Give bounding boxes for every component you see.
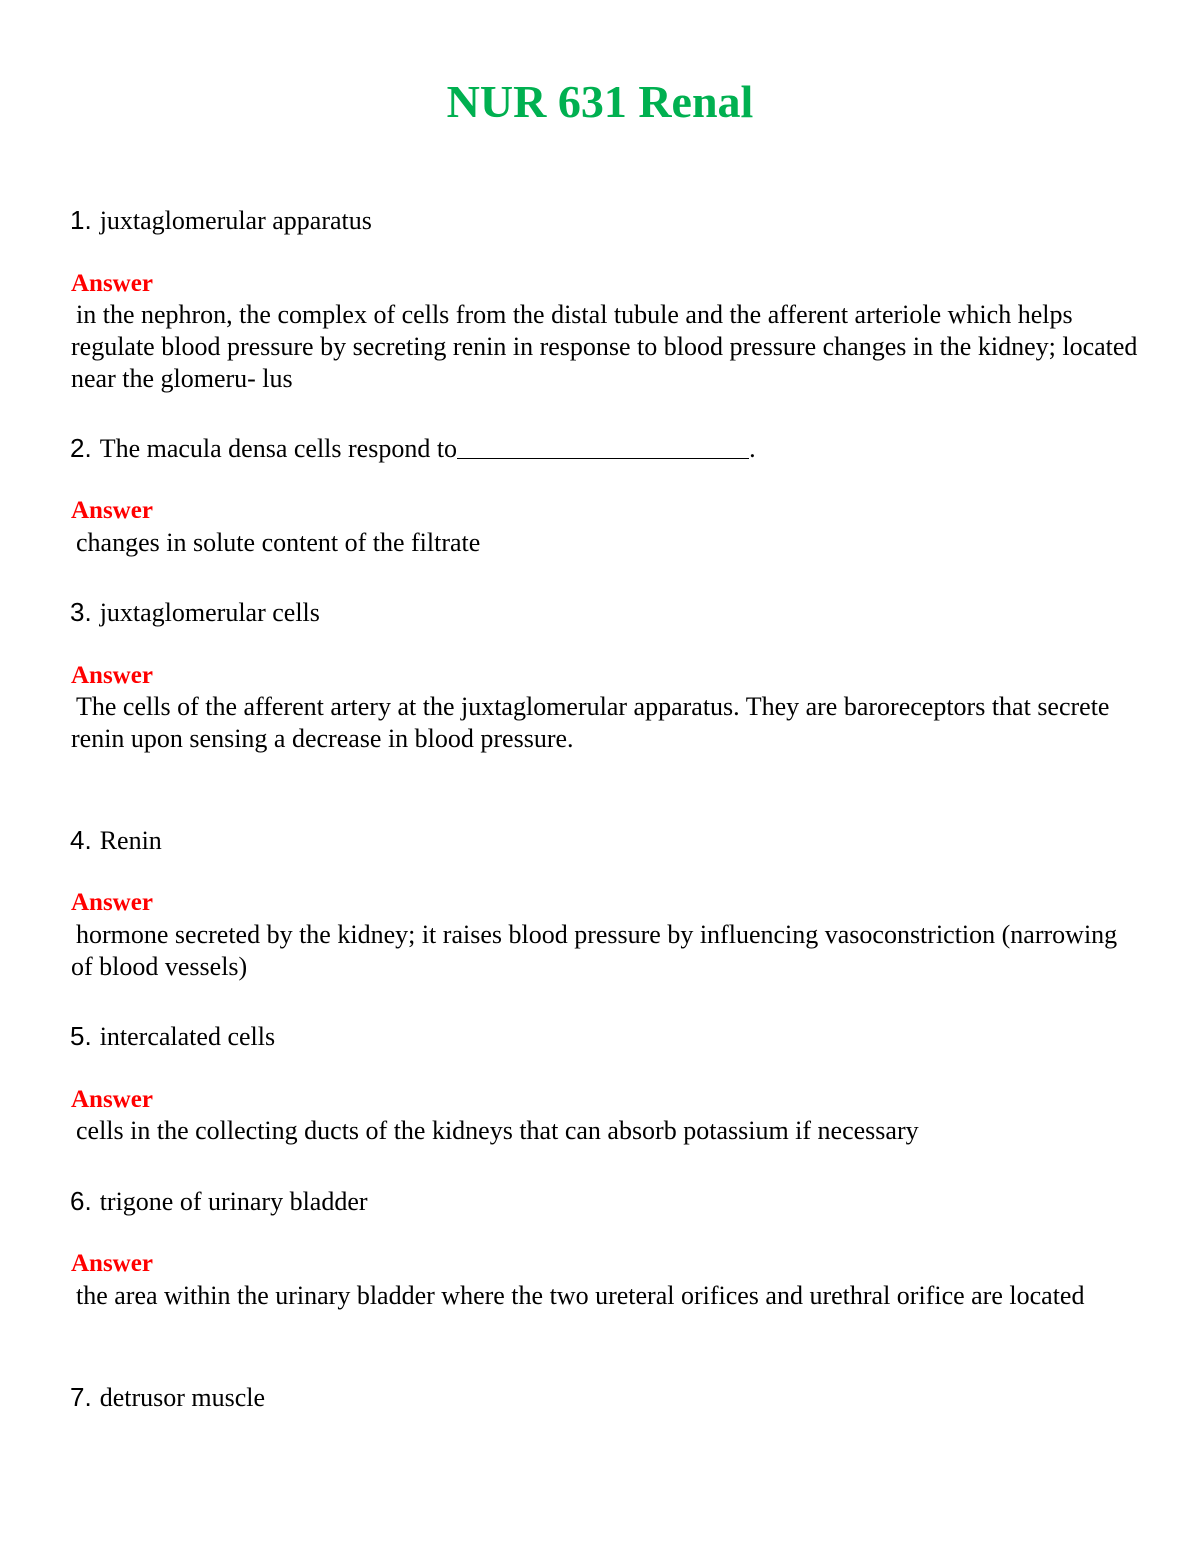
question-term: juxtaglomerular cells [99,598,320,627]
question-1 [70,200,372,240]
question-number: 1. [70,205,92,235]
question-2 [70,428,756,468]
question-term: trigone of urinary bladder [99,1187,368,1216]
answer-text: changes in solute content of the filtrate [76,528,481,557]
question-number: 3. [70,597,92,627]
fill-in-blank [457,432,749,459]
question-term: detrusor muscle [99,1383,266,1412]
question-7 [70,1377,265,1417]
question-term: juxtaglomerular apparatus [99,206,372,235]
answer-label: Answer [71,1086,153,1113]
question-number: 2. [70,433,92,463]
question-number: 6. [70,1186,92,1216]
answer-label: Answer [71,662,153,689]
page-title: NUR 631 Renal [446,76,754,127]
question-term: The macula densa cells respond to [99,434,458,463]
question-suffix: . [749,434,756,463]
question-term: Renin [99,826,162,855]
question-number: 4. [70,825,92,855]
question-5 [70,1016,275,1056]
answer-label: Answer [71,497,153,524]
question-term: intercalated cells [99,1022,276,1051]
answer-text: The cells of the afferent artery at the juxtaglomerular apparatus. They are baroreceptors that secrete renin upon sensing a decrease in blood pressure. [71,692,1110,753]
answer-text: the area within the urinary bladder where the two ureteral orifices and urethral orifice are located [76,1281,1085,1310]
answer-label: Answer [71,889,153,916]
question-number: 5. [70,1021,92,1051]
question-number: 7. [70,1382,92,1412]
question-4 [70,820,162,860]
answer-label: Answer [71,270,153,297]
answer-text: hormone secreted by the kidney; it raises blood pressure by influencing vasoconstriction (narrowing of blood vessels) [71,920,1118,981]
question-3 [70,592,320,632]
answer-text: cells in the collecting ducts of the kidneys that can absorb potassium if necessary [76,1116,919,1145]
answer-text: in the nephron, the complex of cells from the distal tubule and the afferent arteriole which helps regulate blood pressure by secreting renin in response to blood pressure changes in the kidney; located near the glomeru- lus [71,300,1138,393]
answer-label: Answer [71,1250,153,1277]
question-6 [70,1181,368,1221]
